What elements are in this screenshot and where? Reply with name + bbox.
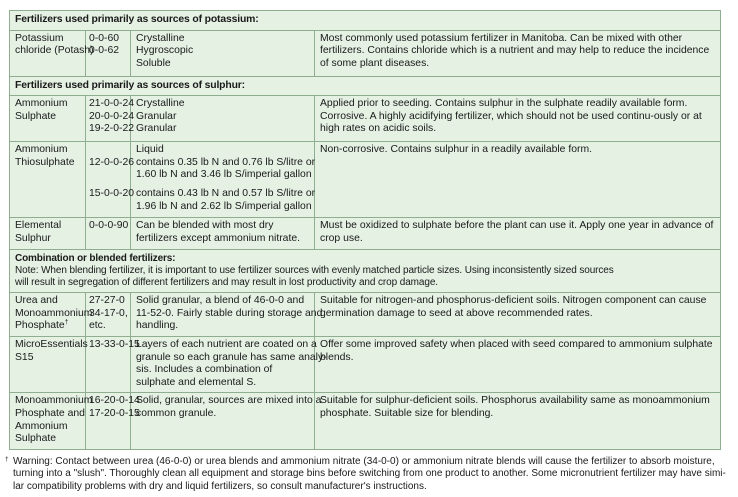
remarks-text: Non-corrosive. Contains sulphur in a readily available form. <box>320 144 593 156</box>
analysis-value: 15-0-0-20 <box>89 187 135 199</box>
form-cell <box>131 393 322 449</box>
form-line: Liquid <box>136 144 164 156</box>
analysis-cell <box>86 293 131 337</box>
section-title-cell <box>10 11 721 31</box>
remarks-cell <box>315 393 721 449</box>
fertilizer-table <box>9 10 721 450</box>
analysis-cell <box>86 218 131 250</box>
analysis-cell <box>86 142 135 218</box>
analysis-cell <box>86 96 135 142</box>
analysis-value: 0-0-60 <box>89 32 120 44</box>
footnote-text: Warning: Contact between urea (46-0-0) or urea blends and ammonium nitrate (34-0-0) or ammonium nitrate blends will cause the fertilizer to absorb moisture, turning into a "slush". Thoroughly clean all equipment and storage bins before switching from one product to another. Some micronutrient fertilizer may have simi-lar compatibility problems with dry and liquid fertilizers, so consult manufacturer's instructions. <box>13 456 726 492</box>
product-name-line: S15 <box>15 351 34 363</box>
analysis-cell <box>86 336 140 392</box>
product-cell <box>10 96 86 142</box>
product-cell <box>10 393 93 449</box>
remarks-text: Applied prior to seeding. Contains sulphur in the sulphate readily available form. Corrosive. A highly acidifying fertilizer, which should not be used continu-ously or at high rates on acidic soils. <box>320 98 702 135</box>
section-title: Combination or blended fertilizers: <box>15 253 176 265</box>
analysis-spacer <box>89 144 125 157</box>
section-header-blended <box>10 250 721 293</box>
product-name-line: Thiosulphate <box>15 156 75 168</box>
form-line: Solid, granular, sources are mixed into a <box>136 395 322 407</box>
analysis-value: 16-20-0-14 <box>89 395 140 407</box>
form-line: contains 0.43 lb N and 0.57 lb S/litre or <box>136 187 316 199</box>
product-name-line: MicroEssentials <box>15 338 88 350</box>
product-name-text: Phosphate <box>15 320 65 332</box>
product-name-line: Potassium <box>15 32 64 44</box>
table-row <box>10 218 721 250</box>
footnote <box>5 456 730 493</box>
product-cell <box>10 218 86 250</box>
analysis-value: 27-27-0 <box>89 295 125 307</box>
form-line: sis. Includes a combination of <box>136 364 273 376</box>
remarks-cell <box>315 336 721 392</box>
remarks-text: Suitable for sulphur-deficient soils. Phosphorus availability same as monoammonium phosphate. Suitable size for blending. <box>320 395 710 419</box>
analysis-value: 34-17-0, <box>89 307 128 319</box>
product-name-line: Sulphate <box>15 433 57 445</box>
table-row <box>10 96 721 142</box>
product-cell <box>10 142 86 218</box>
form-cell <box>131 293 323 337</box>
product-name-line: Sulphate <box>15 110 57 122</box>
remarks-text: Most commonly used potassium fertilizer in Manitoba. Can be mixed with other fertilizers. Contains chloride which is a nutrient and may help to reduce the incidence of some plant diseases. <box>320 32 710 69</box>
form-line: 1.60 lb N and 3.46 lb S/imperial gallon <box>136 169 312 181</box>
analysis-value: 19-2-0-22 <box>89 123 135 135</box>
remarks-cell <box>315 293 721 337</box>
analysis-value: 0-0-62 <box>89 45 120 57</box>
form-line: common granule. <box>136 407 217 419</box>
form-line: 11-52-0. Fairly stable during storage and <box>136 307 323 319</box>
form-line: 1.96 lb N and 2.62 lb S/imperial gallon <box>136 200 312 212</box>
form-cell <box>131 218 315 250</box>
product-name-line: Elemental <box>15 220 62 232</box>
table-row <box>10 293 721 337</box>
analysis-value: 21-0-0-24 <box>89 98 135 110</box>
form-line: contains 0.35 lb N and 0.76 lb S/litre or <box>136 156 316 168</box>
form-line: Granular <box>136 110 177 122</box>
remarks-cell <box>315 30 721 76</box>
form-cell <box>131 142 315 218</box>
form-line: fertilizers except ammonium nitrate. <box>136 232 300 244</box>
table-row <box>10 393 721 449</box>
analysis-value: etc. <box>89 320 106 332</box>
table-row <box>10 142 721 218</box>
product-name-line <box>15 320 80 333</box>
form-line: Crystalline <box>136 32 185 44</box>
product-cell <box>10 30 94 76</box>
form-cell <box>131 336 327 392</box>
section-header-sulphur <box>10 76 721 96</box>
form-line: Layers of each nutrient are coated on a <box>136 338 317 350</box>
product-name-line: Ammonium <box>15 420 68 432</box>
product-name-line: Ammonium <box>15 98 68 110</box>
remarks-cell <box>315 218 721 250</box>
section-title: Fertilizers used primarily as sources of potassium: <box>15 14 259 25</box>
analysis-cell <box>86 30 131 76</box>
remarks-text: Must be oxidized to sulphate before the plant can use it. Apply one year in advance of crop use. <box>320 220 714 244</box>
table-row <box>10 336 721 392</box>
form-line: Granular <box>136 123 177 135</box>
form-line: handling. <box>136 320 179 332</box>
analysis-value: 0-0-0-90 <box>89 220 129 232</box>
remarks-cell <box>315 142 721 218</box>
analysis-value: 12-0-0-26 <box>89 156 135 168</box>
remarks-text: Offer some improved safety when placed with seed compared to ammonium sulphate blends. <box>320 338 713 363</box>
section-header-potassium <box>10 11 721 31</box>
analysis-value: 20-0-0-24 <box>89 110 135 122</box>
analysis-value: 17-20-0-15 <box>89 407 140 419</box>
product-name-line: Ammonium <box>15 144 68 156</box>
product-cell <box>10 293 93 337</box>
analysis-value: 13-33-0-15 <box>89 338 140 350</box>
product-name-line: Monoammonium <box>15 395 93 407</box>
section-title-cell <box>10 76 721 96</box>
form-line: Hygroscopic <box>136 45 194 57</box>
fertilizer-table-container <box>9 10 721 450</box>
form-cell <box>131 30 315 76</box>
table-row <box>10 30 721 76</box>
blending-note: Note: When blending fertilizer, it is important to use fertilizer sources with evenly matched particle sizes. Using inconsistently sized sources will result in segregation of different fertilizers and may result in lost productivity and crop damage. <box>15 265 614 289</box>
remarks-text: Suitable for nitrogen-and phosphorus-deficient soils. Nitrogen component can cause germination damage to seed at above recommended rates. <box>320 295 707 319</box>
analysis-cell <box>86 393 140 449</box>
form-line: Soluble <box>136 57 171 69</box>
product-name-line: Sulphur <box>15 232 51 244</box>
form-line: Solid granular, a blend of 46-0-0 and <box>136 295 305 307</box>
remarks-cell <box>315 96 721 142</box>
footnote-marker: † <box>5 456 9 463</box>
product-name-line: Monoammonium <box>15 307 93 319</box>
form-line: sulphate and elemental S. <box>136 376 257 388</box>
form-line: Crystalline <box>136 98 185 110</box>
form-cell <box>131 96 315 142</box>
analysis-spacer <box>89 169 125 182</box>
section-title-cell <box>10 250 721 293</box>
product-cell <box>10 336 86 392</box>
form-line: granule so each granule has same analy- <box>136 351 327 363</box>
product-name-line: Phosphate and <box>15 407 85 419</box>
footnote-marker: † <box>64 318 69 326</box>
form-line: Can be blended with most dry <box>136 220 274 232</box>
product-name-line: chloride (Potash) <box>15 45 94 57</box>
product-name-line: Urea and <box>15 295 58 307</box>
section-title: Fertilizers used primarily as sources of sulphur: <box>15 79 245 91</box>
